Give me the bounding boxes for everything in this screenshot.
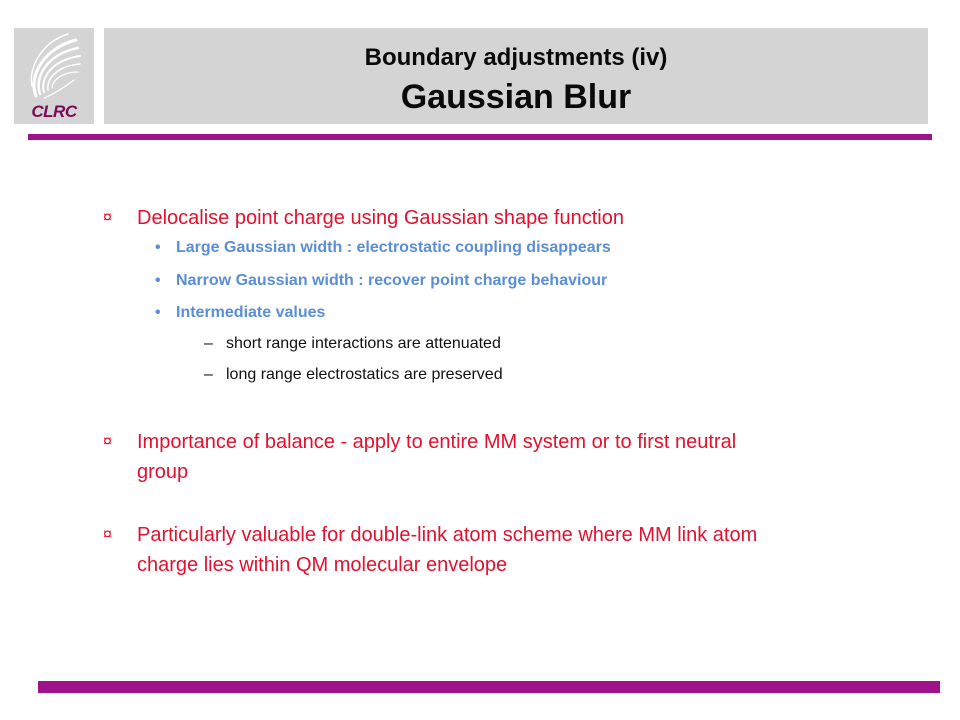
clrc-logo	[14, 28, 94, 124]
sub-bullet-text: Intermediate values	[176, 304, 326, 321]
bullet-text: Particularly valuable for double-link atom scheme where MM link atom	[137, 524, 758, 546]
sub-bullet-marker: •	[155, 304, 161, 321]
bullet-text: Delocalise point charge using Gaussian shape function	[137, 207, 624, 229]
slide-subtitle: Gaussian Blur	[400, 78, 632, 116]
slide-title: Boundary adjustments (iv)	[364, 44, 668, 71]
sub-bullet-text: Narrow Gaussian width : recover point charge behaviour	[176, 272, 608, 289]
sub-sub-bullet-text: long range electrostatics are preserved	[226, 366, 503, 383]
bottom-divider	[38, 681, 940, 693]
bullet-marker: ¤	[103, 433, 112, 450]
bullet-text-continued: group	[137, 461, 189, 483]
top-divider	[28, 134, 932, 140]
sub-bullet-marker: •	[155, 272, 161, 289]
bullet-marker: ¤	[103, 209, 112, 226]
dash-marker: –	[204, 366, 213, 383]
bullet-text: Importance of balance - apply to entire MM system or to first neutral	[137, 431, 737, 453]
sub-sub-bullet-text: short range interactions are attenuated	[226, 335, 501, 352]
title-banner	[104, 28, 928, 124]
dash-marker: –	[204, 335, 213, 352]
sub-bullet-text: Large Gaussian width : electrostatic coupling disappears	[176, 239, 611, 256]
logo-text: CLRC	[31, 102, 77, 121]
sub-bullet-marker: •	[155, 239, 161, 256]
bullet-text-continued: charge lies within QM molecular envelope	[137, 554, 508, 576]
bullet-marker: ¤	[103, 526, 112, 543]
